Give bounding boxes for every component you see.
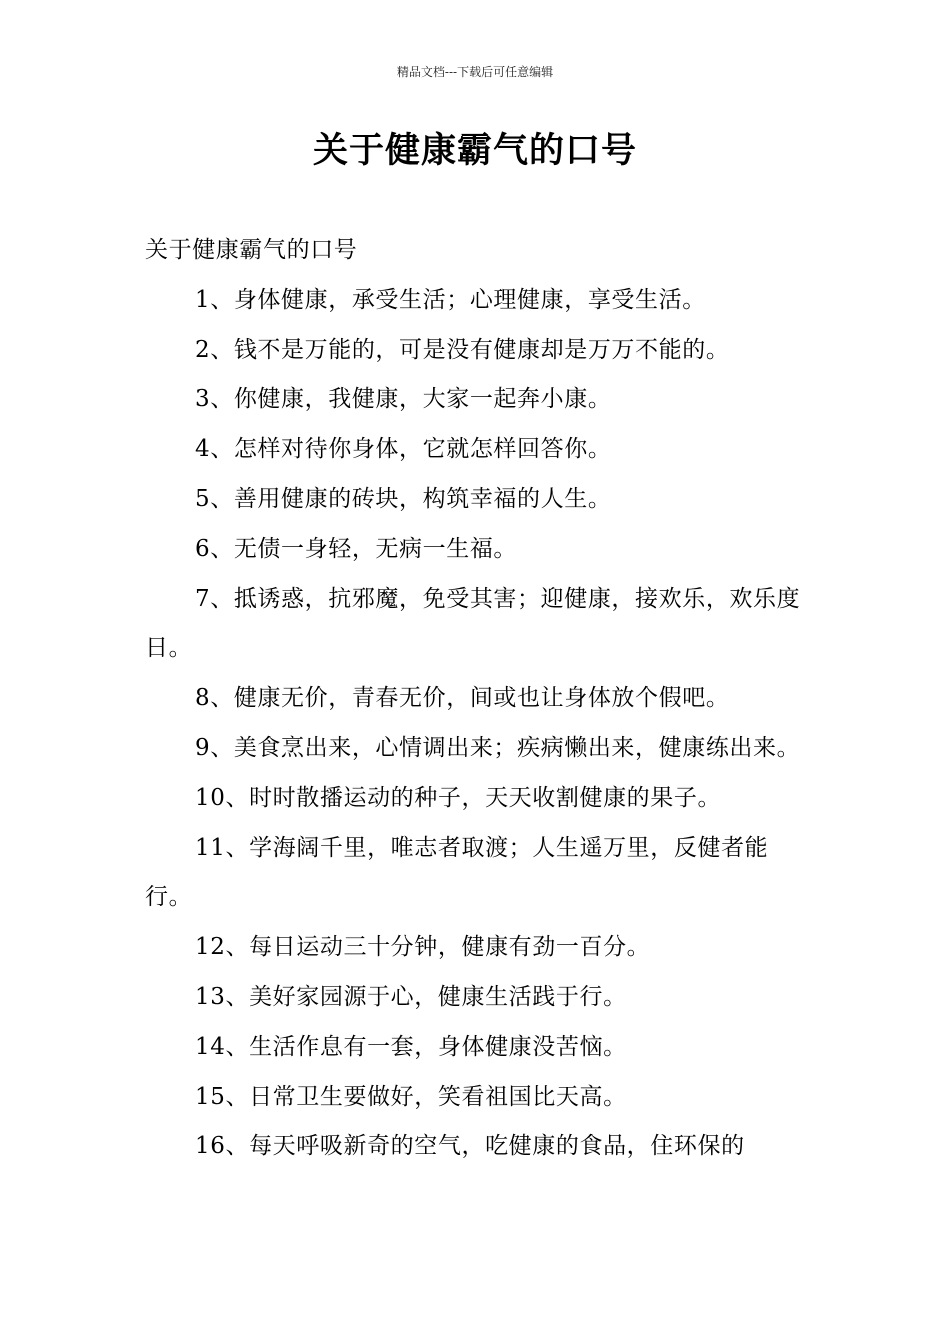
slogan-item: 2、钱不是万能的，可是没有健康却是万万不能的。: [195, 336, 730, 363]
slogan-item: 10、时时散播运动的种子，天天收割健康的果子。: [195, 784, 722, 811]
slogan-item: 12、每日运动三十分钟，健康有劲一百分。: [195, 934, 651, 961]
slogan-item: 15、日常卫生要做好，笑看祖国比天高。: [195, 1083, 627, 1110]
slogan-item: 13、美好家园源于心，健康生活践于行。: [195, 983, 627, 1010]
slogan-item: 8、健康无价，青春无价，间或也让身体放个假吧。: [195, 685, 730, 712]
slogan-item: 1、身体健康，承受生活；心理健康，享受生活。: [195, 286, 706, 313]
slogan-item: 5、善用健康的砖块，构筑幸福的人生。: [195, 485, 612, 512]
slogan-item: 4、怎样对待你身体，它就怎样回答你。: [195, 436, 612, 463]
slogan-item: 9、美食烹出来，心情调出来；疾病懒出来，健康练出来。: [195, 734, 801, 761]
slogan-item: 11、学海阔千里，唯志者取渡；人生遥万里，反健者能行。: [145, 834, 769, 911]
section-heading: 关于健康霸气的口号: [145, 237, 358, 263]
slogan-item: 6、无债一身轻，无病一生福。: [195, 535, 518, 562]
slogan-item: 3、你健康，我健康，大家一起奔小康。: [195, 386, 612, 413]
slogan-item: 7、抵诱惑，抗邪魔，免受其害；迎健康，接欢乐，欢乐度日。: [145, 585, 801, 662]
slogan-item: 14、生活作息有一套，身体健康没苦恼。: [195, 1033, 627, 1060]
header-note: 精品文档---下载后可任意编辑: [396, 65, 554, 79]
document-body: [145, 226, 807, 1172]
document-title: 关于健康霸气的口号: [312, 131, 637, 171]
slogan-item: 16、每天呼吸新奇的空气，吃健康的食品，住环保的: [195, 1133, 745, 1160]
